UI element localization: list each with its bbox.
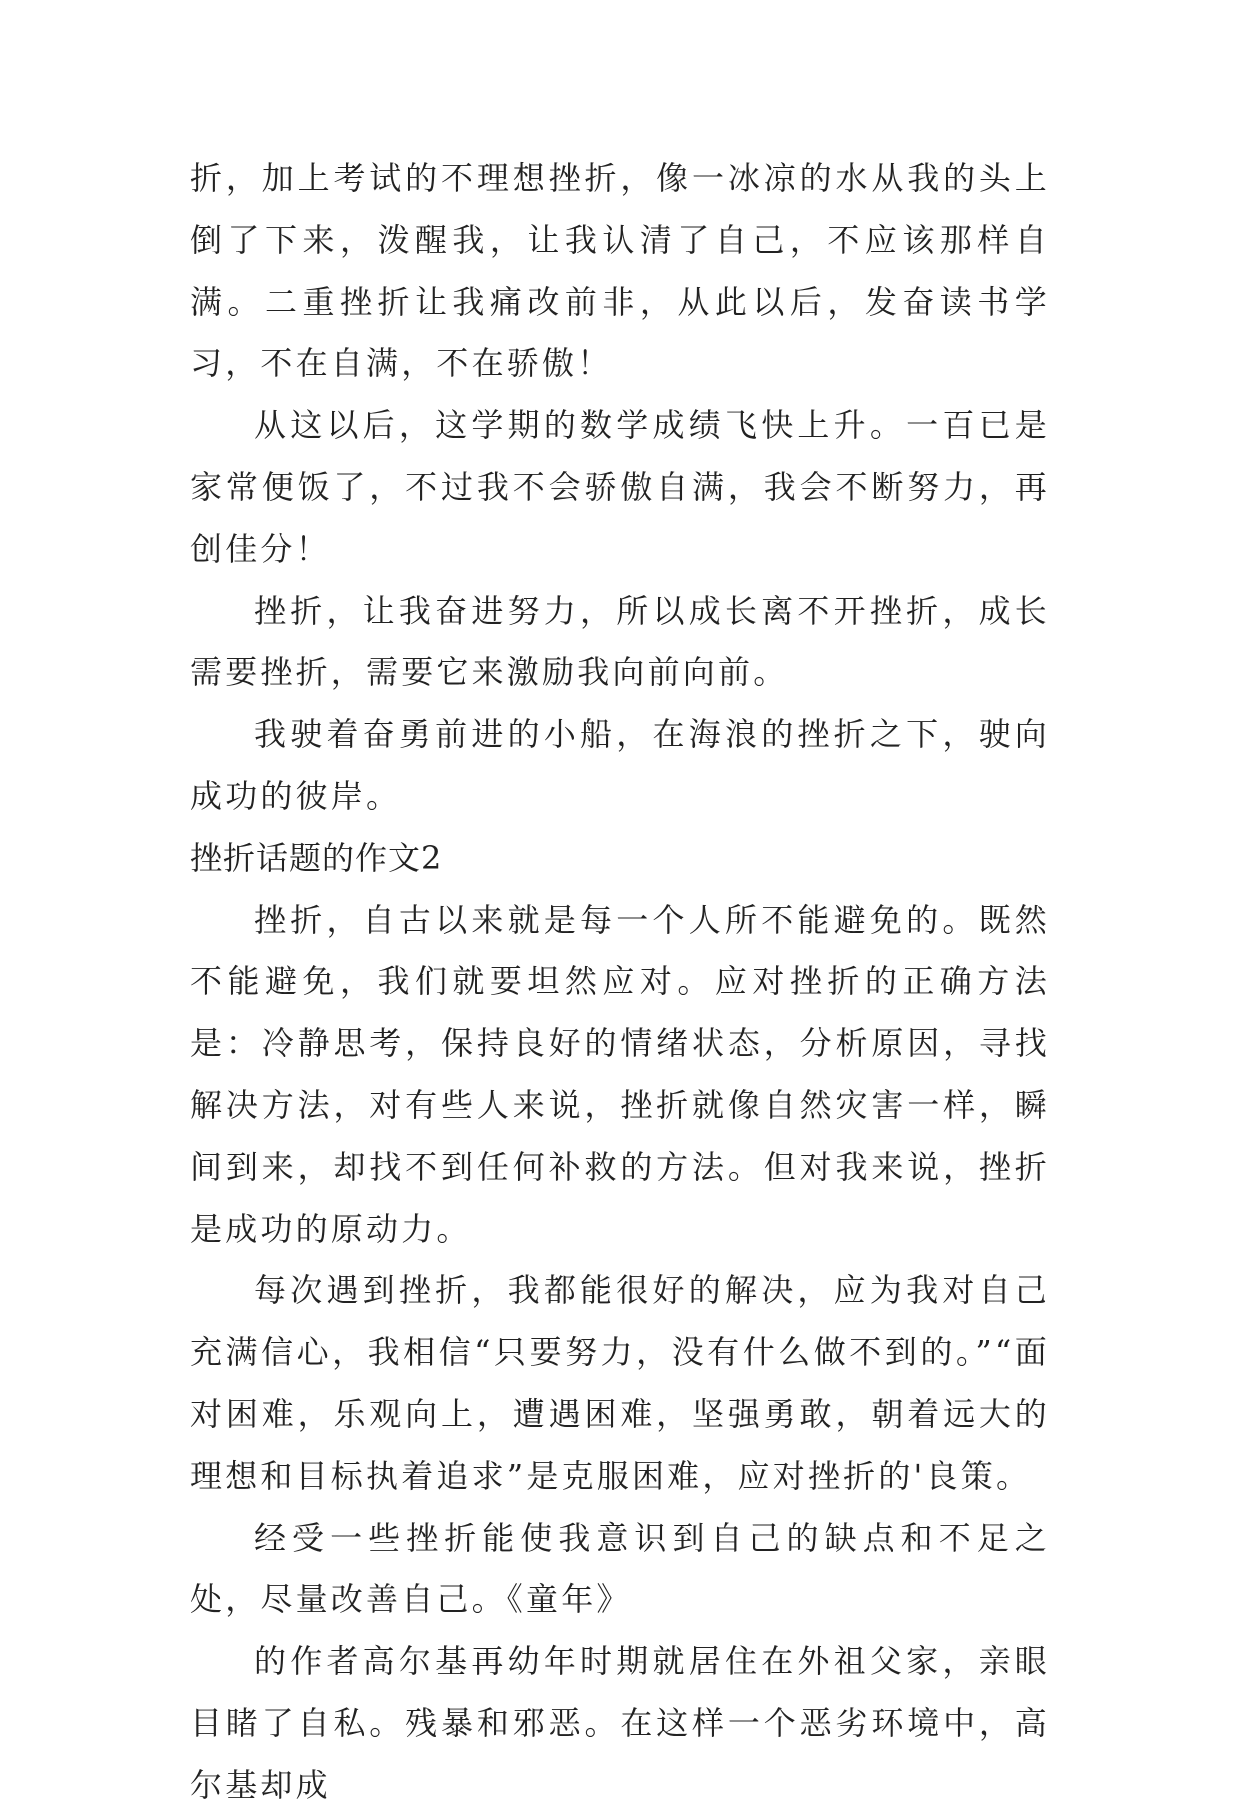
paragraph: 经受一些挫折能使我意识到自己的缺点和不足之处，尽量改善自己。《童年》 [190, 1518, 1050, 1619]
paragraph: 挫折，让我奋进努力，所以成长离不开挫折，成长需要挫折，需要它来激励我向前向前。 [190, 591, 1050, 692]
paragraph-continuation: 折，加上考试的不理想挫折，像一冰凉的水从我的头上倒了下来，泼醒我，让我认清了自己，不应该那样自满。二重挫折让我痛改前非，从此以后，发奋读书学习，不在自满，不在骄傲！ [190, 159, 1050, 383]
paragraph: 我驶着奋勇前进的小船，在海浪的挫折之下，驶向成功的彼岸。 [190, 715, 1050, 815]
document-body [190, 148, 1050, 1817]
section-heading: 挫折话题的作文2 [190, 838, 443, 877]
paragraph: 每次遇到挫折，我都能很好的解决，应为我对自己充满信心，我相信“只要努力，没有什么做不到的。”“面对困难，乐观向上，遭遇困难，坚强勇敢，朝着远大的理想和目标执着追求”是克服困难，应对挫折的'良策。 [190, 1271, 1050, 1495]
paragraph: 的作者高尔基再幼年时期就居住在外祖父家，亲眼目睹了自私。残暴和邪恶。在这样一个恶劣环境中，高尔基却成 [190, 1642, 1050, 1804]
paragraph: 从这以后，这学期的数学成绩飞快上升。一百已是家常便饭了，不过我不会骄傲自满，我会不断努力，再创佳分！ [190, 406, 1050, 568]
paragraph: 挫折，自古以来就是每一个人所不能避免的。既然不能避免，我们就要坦然应对。应对挫折的正确方法是：冷静思考，保持良好的情绪状态，分析原因，寻找解决方法，对有些人来说，挫折就像自然灾害一样，瞬间到来，却找不到任何补救的方法。但对我来说，挫折是成功的原动力。 [190, 900, 1050, 1248]
